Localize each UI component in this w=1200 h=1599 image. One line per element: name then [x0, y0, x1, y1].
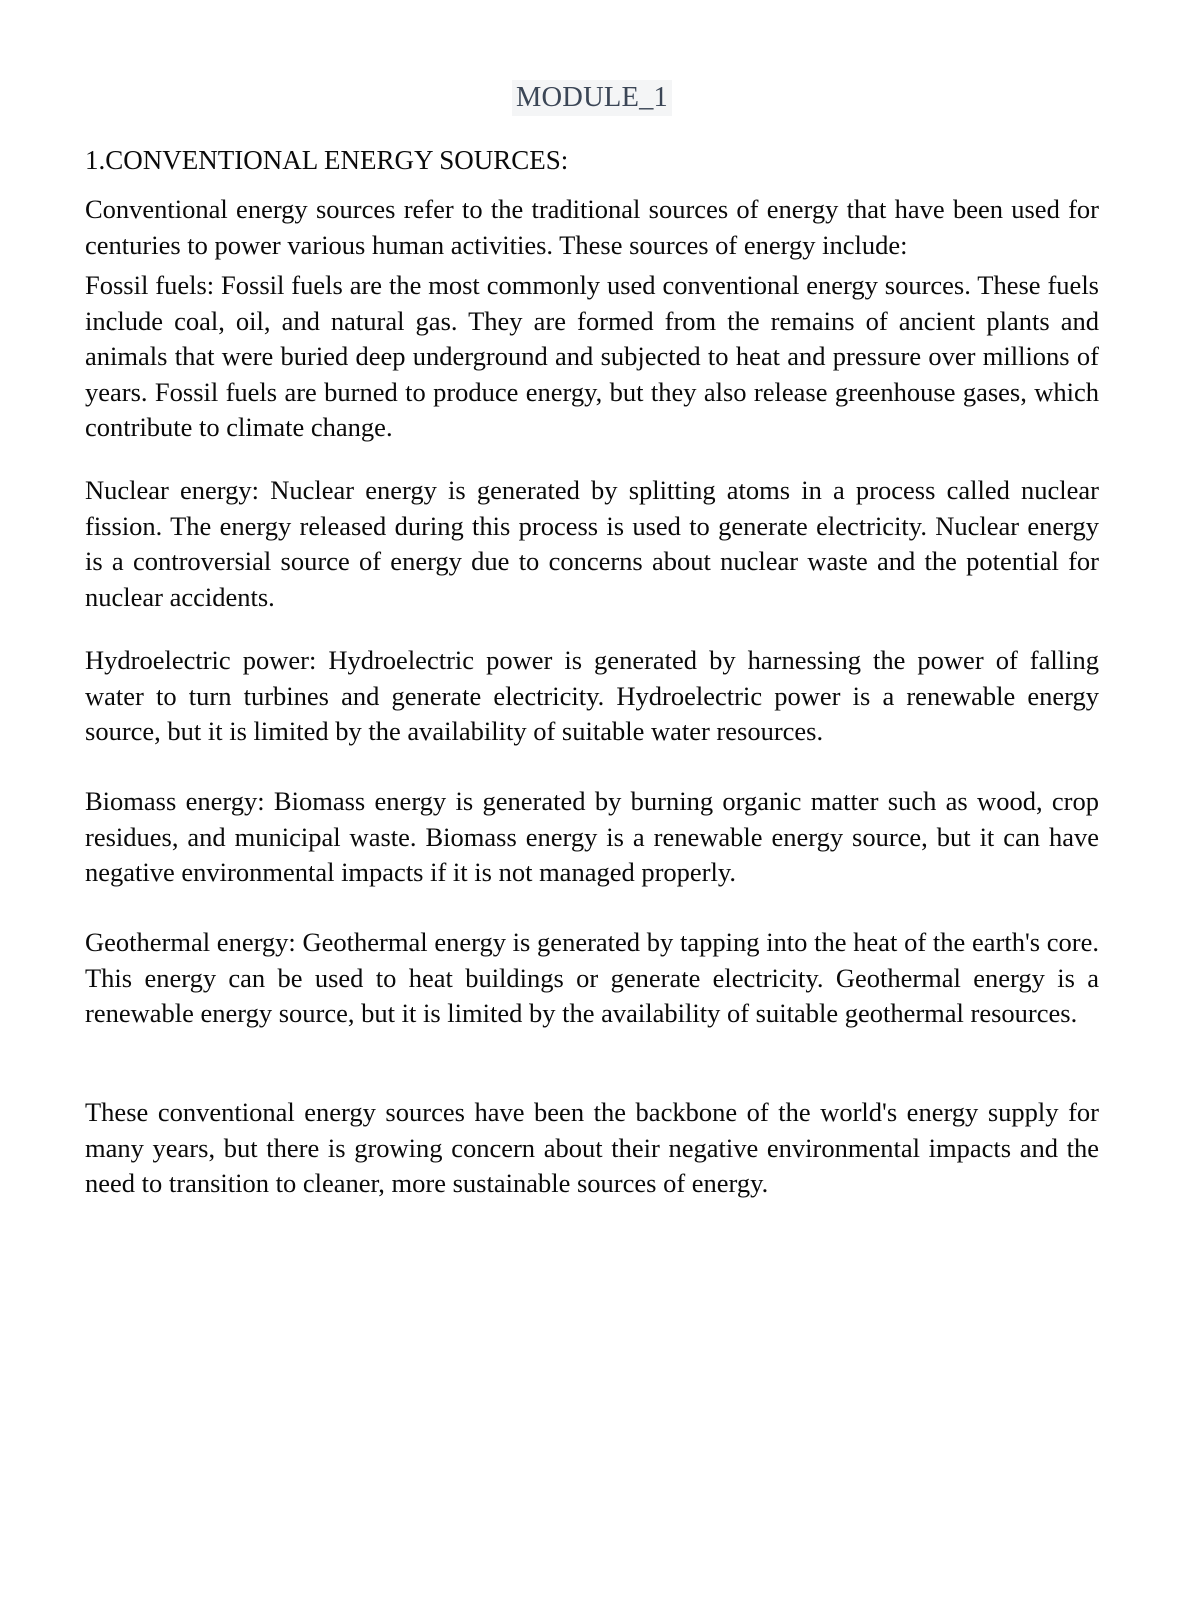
paragraph-summary: These conventional energy sources have been the backbone of the world's energy supply for many years, but there is growing concern about their negative environmental impacts and the need to transition to cleaner, more sustainable sources of energy.	[85, 1097, 1099, 1198]
page-title-text: MODULE_1	[512, 80, 672, 116]
paragraph-hydroelectric-power: Hydroelectric power: Hydroelectric power is generated by harnessing the power of falling water to turn turbines and generate electricity. Hydroelectric power is a renewable energy source, but it is limited by the availability of suitable water resources.	[85, 645, 1099, 746]
paragraph-fossil-fuels: Fossil fuels: Fossil fuels are the most commonly used conventional energy sources. These fuels include coal, oil, and natural gas. They are formed from the remains of ancient plants and animals that were buried deep underground and subjected to heat and pressure over millions of years. Fossil fuels are burned to produce energy, but they also release greenhouse gases, which contribute to climate change.	[85, 270, 1099, 442]
section-heading-conventional-energy-sources: 1.CONVENTIONAL ENERGY SOURCES:	[85, 145, 569, 175]
page-title	[85, 84, 1099, 113]
paragraph-intro: Conventional energy sources refer to the traditional sources of energy that have been used for centuries to power various human activities. These sources of energy include:	[85, 194, 1099, 260]
paragraph-nuclear-energy: Nuclear energy: Nuclear energy is generated by splitting atoms in a process called nuclear fission. The energy released during this process is used to generate electricity. Nuclear energy is a controversial source of energy due to concerns about nuclear waste and the potential for nuclear accidents.	[85, 475, 1099, 612]
paragraph-geothermal-energy: Geothermal energy: Geothermal energy is generated by tapping into the heat of the earth's core. This energy can be used to heat buildings or generate electricity. Geothermal energy is a renewable energy source, but it is limited by the availability of suitable geothermal resources.	[85, 927, 1099, 1028]
paragraph-biomass-energy: Biomass energy: Biomass energy is generated by burning organic matter such as wood, crop residues, and municipal waste. Biomass energy is a renewable energy source, but it can have negative environmental impacts if it is not managed properly.	[85, 786, 1099, 887]
